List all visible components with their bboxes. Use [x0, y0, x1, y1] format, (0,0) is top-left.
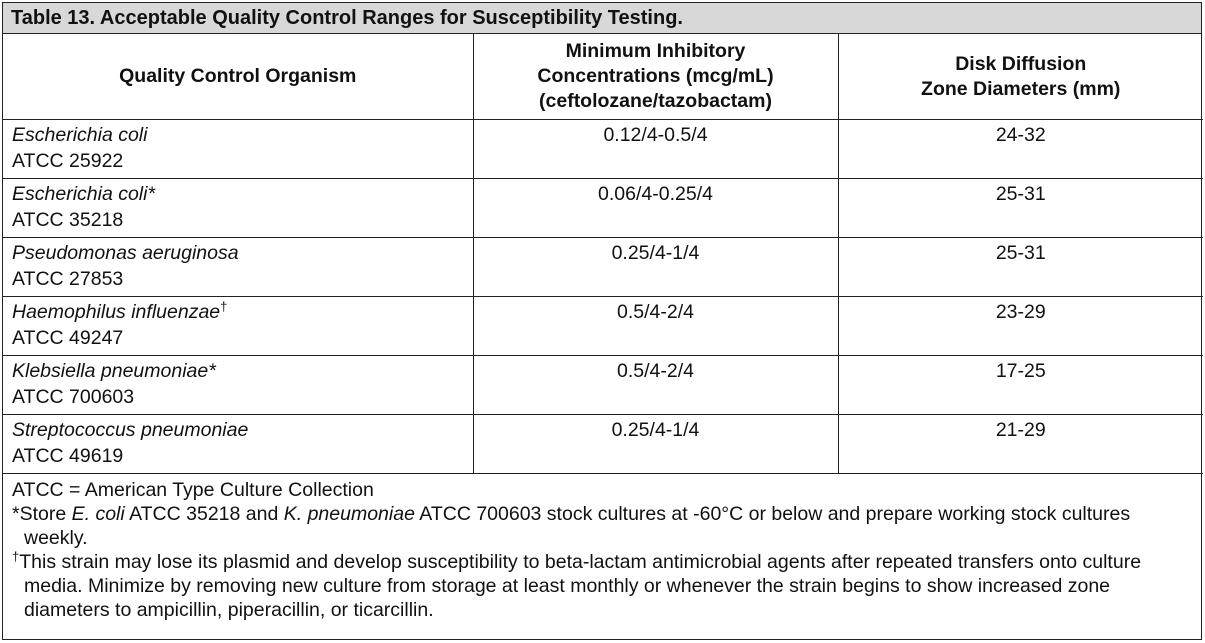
mic-cell: 0.25/4-1/4	[473, 415, 838, 474]
table-title: Table 13. Acceptable Quality Control Ranges for Susceptibility Testing.	[3, 3, 1201, 34]
mic-cell: 0.06/4-0.25/4	[473, 179, 838, 238]
table-footnotes	[3, 474, 1201, 622]
footnote-asterisk: *Store E. coli ATCC 35218 and K. pneumoniae ATCC 700603 stock cultures at -60°C or below and prepare working stock cultures weekly.	[12, 503, 1131, 549]
mic-cell: 0.25/4-1/4	[473, 238, 838, 297]
qc-ranges-table	[3, 34, 1203, 474]
zone-cell: 25-31	[838, 179, 1203, 238]
footnote-abbreviation: ATCC = American Type Culture Collection	[12, 479, 374, 501]
organism-cell: Streptococcus pneumoniae ATCC 49619	[3, 415, 473, 474]
zone-cell: 23-29	[838, 297, 1203, 356]
qc-ranges-table-container	[2, 2, 1202, 640]
table-row	[3, 120, 1203, 179]
organism-cell: Klebsiella pneumoniae* ATCC 700603	[3, 356, 473, 415]
header-mic: Minimum Inhibitory Concentrations (mcg/mL) (ceftolozane/tazobactam)	[473, 34, 838, 120]
footnote-dagger: †This strain may lose its plasmid and develop susceptibility to beta-lactam antimicrobial agents after repeated transfers onto culture media. Minimize by removing new culture from storage at least monthly or whenever the strain begins to show increased zone diameters to ampicillin, piperacillin, or ticarcillin.	[12, 549, 1142, 621]
mic-cell: 0.5/4-2/4	[473, 297, 838, 356]
table-row	[3, 297, 1203, 356]
mic-cell: 0.5/4-2/4	[473, 356, 838, 415]
zone-cell: 21-29	[838, 415, 1203, 474]
zone-cell: 24-32	[838, 120, 1203, 179]
zone-cell: 17-25	[838, 356, 1203, 415]
organism-cell: Escherichia coli* ATCC 35218	[3, 179, 473, 238]
header-organism: Quality Control Organism	[3, 34, 473, 120]
organism-cell: Pseudomonas aeruginosa ATCC 27853	[3, 238, 473, 297]
table-row	[3, 179, 1203, 238]
organism-cell: Escherichia coli ATCC 25922	[3, 120, 473, 179]
table-row	[3, 356, 1203, 415]
header-disk-diffusion: Disk Diffusion Zone Diameters (mm)	[838, 34, 1203, 120]
table-header-row	[3, 34, 1203, 120]
table-row	[3, 415, 1203, 474]
organism-cell: Haemophilus influenzae† ATCC 49247	[3, 297, 473, 356]
mic-cell: 0.12/4-0.5/4	[473, 120, 838, 179]
table-row	[3, 238, 1203, 297]
zone-cell: 25-31	[838, 238, 1203, 297]
